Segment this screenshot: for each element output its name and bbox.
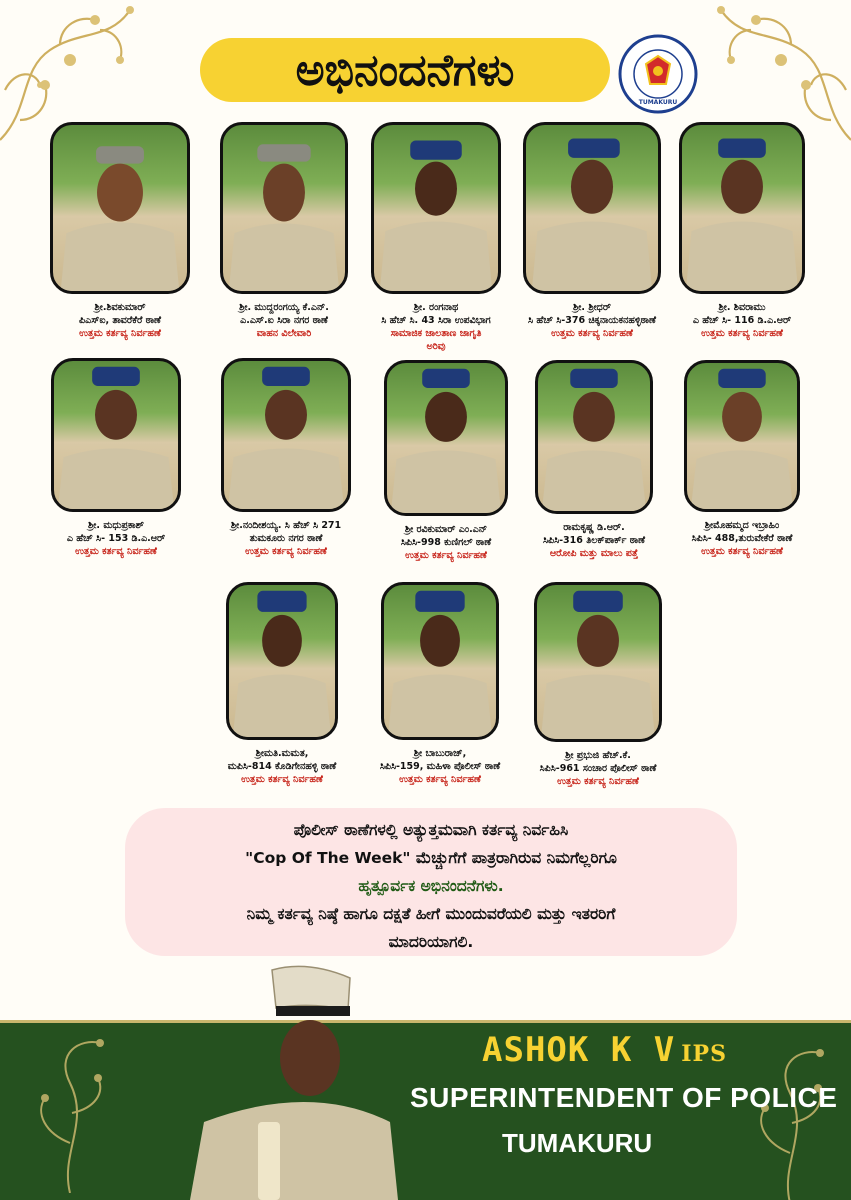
officer-award: ಉತ್ತಮ ಕರ್ತವ್ಯ ನಿರ್ವಹಣೆ [79,328,161,339]
cop-of-week-label: "Cop Of The Week" [245,849,411,867]
officer-post: ಪಿಎಸ್‌ಐ, ತಾವರೆಕೆರೆ ಠಾಣೆ [79,315,161,326]
officer-card [508,582,688,788]
officer-post: ಸಿಪಿಸಿ-316 ತಿಲಕ್‌ಪಾರ್ಕ್ ಠಾಣೆ [542,535,646,546]
officer-photo [50,122,190,294]
congratulations-message [125,808,737,956]
officer-card [652,122,832,340]
svg-text:TUMAKURU: TUMAKURU [638,99,678,106]
officer-photo [523,122,661,294]
superintendent-title: SUPERINTENDENT OF POLICE [410,1082,838,1113]
officer-post: ಎ.ಎಸ್.ಐ ಸಿರಾ ನಗರ ಠಾಣೆ [240,315,328,326]
officer-name: ಶ್ರೀ. ಶಿವರಾಮು [718,302,766,313]
officer-name: ಶ್ರೀ.ನಂದೀಶಯ್ಯ. ಸಿ ಹೆಚ್ ಸಿ 271 [230,520,342,531]
officer-photo [679,122,805,294]
officer-card [26,358,206,558]
sp-name-text: ASHOK K V [482,1030,676,1070]
officer-card [350,582,530,786]
officer-award: ಉತ್ತಮ ಕರ್ತವ್ಯ ನಿರ್ವಹಣೆ [405,550,487,561]
officer-post: ಎ ಹೆಚ್ ಸಿ- 116 ಡಿ.ಎ.ಆರ್ [692,315,792,326]
officer-award: ಉತ್ತಮ ಕರ್ತವ್ಯ ನಿರ್ವಹಣೆ [557,776,639,787]
officer-name: ಶ್ರೀ. ಮುದ್ದರಂಗಯ್ಯ ಕೆ.ಎನ್. [239,302,329,313]
officer-photo [51,358,181,512]
officer-award-cont: ಅರಿವು [426,341,446,352]
officer-photo [381,582,499,740]
officer-name: ಶ್ರೀ. ಶ್ರೀಧರ್ [573,302,611,313]
officer-photo [534,582,662,742]
officer-name: ಶ್ರೀ ಬಾಬುರಾಜ್, [413,748,467,759]
officer-photo [384,360,508,516]
footer-ornament-left [10,1033,130,1193]
officer-card [346,122,526,353]
officer-card [196,358,376,558]
officer-name: ಶ್ರೀಮತಿ.ಮಮತ, [255,748,309,759]
message-line-3: ಹೃತ್ಪೂರ್ವಕ ಅಭಿನಂದನೆಗಳು. [358,877,504,895]
officer-name: ರಾಮಕೃಷ್ಣ ಡಿ.ಆರ್. [563,522,625,533]
officer-name: ಶ್ರೀ. ರಂಗನಾಥ [413,302,459,313]
officer-photo [371,122,501,294]
officer-name: ಶ್ರೀ. ಮಧುಪ್ರಕಾಶ್ [88,520,144,531]
superintendent-photo [180,962,400,1200]
officer-post: ಸಿ ಹೆಚ್ ಸಿ-376 ಚಿಕ್ಕನಾಯಕನಹಳ್ಳಿಠಾಣೆ [528,315,656,326]
officer-post: ತುಮಕೂರು ನಗರ ಠಾಣೆ [249,533,323,544]
superintendent-place: TUMAKURU [502,1128,653,1158]
officer-post: ಮಪಿಸಿ-814 ಕೊಡಿಗೇನಹಳ್ಳಿ ಠಾಣೆ [227,761,337,772]
officer-post: ಸಿಪಿಸಿ-961 ಸಂಚಾರ ಪೊಲೀಸ್ ಠಾಣೆ [539,763,657,774]
page-title: ಅಭಿನಂದನೆಗಳು [200,38,610,102]
officer-post: ಎ ಹೆಚ್ ಸಿ- 153 ಡಿ.ಎ.ಆರ್ [66,533,166,544]
officer-award: ಉತ್ತಮ ಕರ್ತವ್ಯ ನಿರ್ವಹಣೆ [399,774,481,785]
officer-name: ಶ್ರೀಮೊಹಮ್ಮದ ಇಬ್ರಾಹಿಂ [704,520,780,531]
message-line-2 [125,844,737,872]
officer-post: ಸಿಪಿಸಿ-998 ಕುಣಿಗಲ್ ಠಾಣೆ [400,537,492,548]
officer-award: ಉತ್ತಮ ಕರ್ತವ್ಯ ನಿರ್ವಹಣೆ [241,774,323,785]
officer-award: ವಾಹನ ವಿಲೇವಾರಿ [256,328,312,339]
officer-photo [221,358,351,512]
officer-post: ಸಿಪಿಸಿ-159, ಮಹಿಳಾ ಪೊಲೀಸ್ ಠಾಣೆ [379,761,501,772]
officer-award: ಉತ್ತಮ ಕರ್ತವ್ಯ ನಿರ್ವಹಣೆ [701,546,783,557]
officer-name: ಶ್ರೀ ರವಿಕುಮಾರ್ ಎಂ.ಎನ್ [404,524,488,535]
superintendent-name [482,1030,727,1070]
officer-award: ಉತ್ತಮ ಕರ್ತವ್ಯ ನಿರ್ವಹಣೆ [701,328,783,339]
officer-award: ಸಾಮಾಜಿಕ ಜಾಲತಾಣ ಜಾಗೃತಿ [390,328,482,339]
officer-card [30,122,210,340]
officer-award: ಉತ್ತಮ ಕರ್ತವ್ಯ ನಿರ್ವಹಣೆ [245,546,327,557]
message-line-1: ಪೊಲೀಸ್ ಠಾಣೆಗಳಲ್ಲಿ ಅತ್ಯುತ್ತಮವಾಗಿ ಕರ್ತವ್ಯ ನಿರ್ವಹಿಸಿ [293,821,569,839]
message-line-2-rest: ಮೆಚ್ಚುಗೆಗೆ ಪಾತ್ರರಾಗಿರುವ ನಿಮಗೆಲ್ಲರಿಗೂ [410,849,617,867]
officer-award: ಉತ್ತಮ ಕರ್ತವ್ಯ ನಿರ್ವಹಣೆ [75,546,157,557]
officer-photo [535,360,653,514]
officer-name: ಶ್ರೀ.ಶಿವಕುಮಾರ್ [94,302,146,313]
district-police-logo [618,34,698,114]
officer-award: ಉತ್ತಮ ಕರ್ತವ್ಯ ನಿರ್ವಹಣೆ [551,328,633,339]
officer-photo [226,582,338,740]
officer-award: ಆರೋಪಿ ಮತ್ತು ಮಾಲು ಪತ್ತೆ [549,548,639,559]
officer-photo [684,360,800,512]
officer-post: ಸಿ ಹೆಚ್ ಸಿ. 43 ಸಿರಾ ಉಪವಿಭಾಗ [381,315,491,326]
message-line-4: ನಿಮ್ಮ ಕರ್ತವ್ಯ ನಿಷ್ಠೆ ಹಾಗೂ ದಕ್ಷತೆ ಹೀಗೆ ಮುಂದುವರೆಯಲಿ ಮತ್ತು ಇತರರಿಗೆ [246,905,616,923]
officer-name: ಶ್ರೀ ಪ್ರಭುಜಿ ಹೆಚ್.ಕೆ. [565,750,631,761]
officer-photo [220,122,348,294]
officer-card [192,582,372,786]
officer-post: ಸಿಪಿಸಿ- 488,ತುರುವೇಕೆರೆ ಠಾಣೆ [691,533,793,544]
footer-ornament-right [730,1043,850,1200]
message-line-5: ಮಾದರಿಯಾಗಲಿ. [388,933,474,951]
officer-card [652,360,832,558]
sp-ips-text: IPS [681,1041,727,1067]
